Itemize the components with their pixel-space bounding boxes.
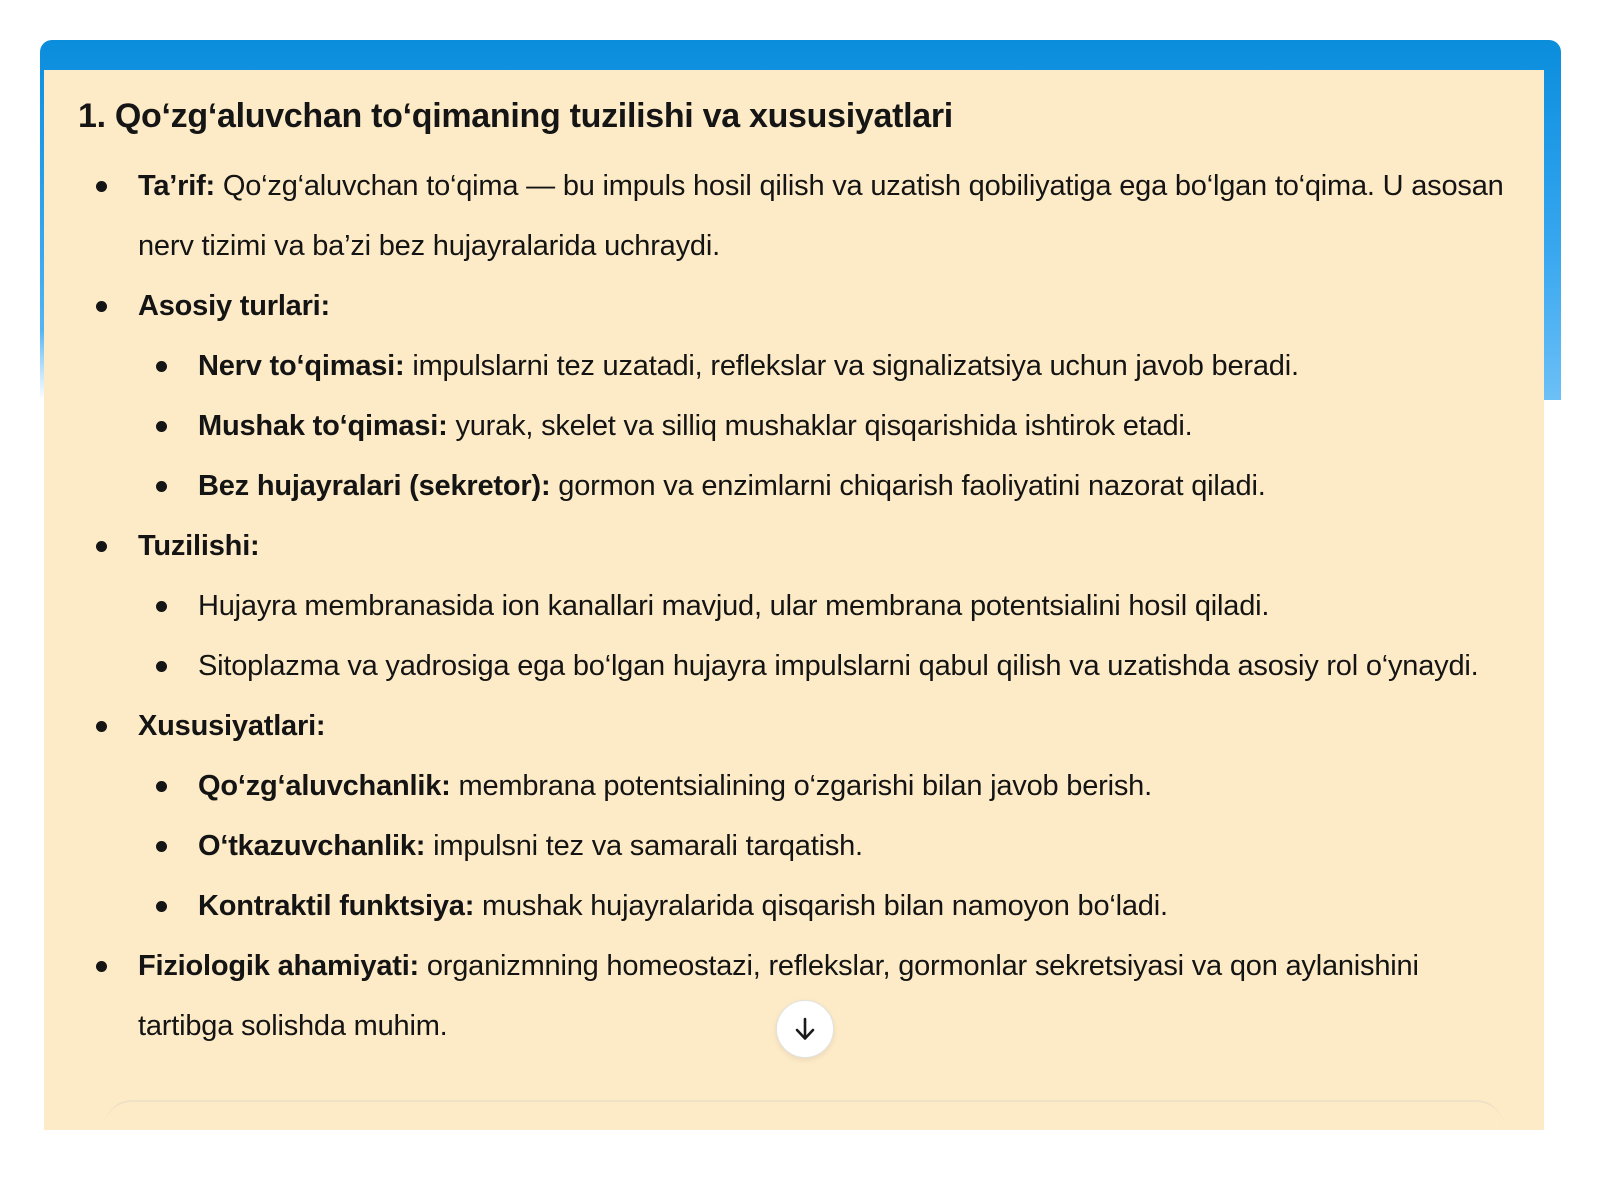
bullet-icon	[96, 301, 107, 312]
item-term: Qo‘zg‘aluvchanlik:	[198, 770, 451, 802]
sub-list-item	[138, 576, 1510, 636]
sub-list-item	[138, 756, 1510, 816]
item-text: Sitoplazma va yadrosiga ega bo‘lgan hujayra impulslarni qabul qilish va uzatishda asosiy rol o‘ynaydi.	[198, 650, 1479, 682]
bullet-icon	[156, 781, 167, 792]
item-term: Ta’rif:	[138, 170, 216, 202]
bullet-icon	[96, 541, 107, 552]
scroll-to-bottom-button[interactable]	[776, 1000, 834, 1058]
item-text: impulslarni tez uzatadi, reflekslar va signalizatsiya uchun javob beradi.	[404, 350, 1299, 382]
item-text: gormon va enzimlarni chiqarish faoliyatini nazorat qiladi.	[550, 470, 1266, 502]
item-text: Hujayra membranasida ion kanallari mavjud, ular membrana potentsialini hosil qiladi.	[198, 590, 1270, 622]
note-card	[44, 70, 1544, 1130]
list-item-structure	[78, 516, 1510, 696]
item-term: Tuzilishi:	[138, 530, 260, 562]
bullet-icon	[96, 181, 107, 192]
item-term: Xususiyatlari:	[138, 710, 326, 742]
sub-list-item	[138, 396, 1510, 456]
item-term: O‘tkazuvchanlik:	[198, 830, 426, 862]
sub-list-item	[138, 456, 1510, 516]
bullet-icon	[156, 481, 167, 492]
item-term: Fiziologik ahamiyati:	[138, 950, 420, 982]
item-term: Nerv to‘qimasi:	[198, 350, 405, 382]
bullet-icon	[96, 721, 107, 732]
item-term: Kontraktil funktsiya:	[198, 890, 475, 922]
item-text: Qo‘zg‘aluvchan to‘qima — bu impuls hosil qilish va uzatish qobiliyatiga ega bo‘lgan to‘qima. U asosan nerv tizimi va ba’zi bez hujayralarida uchraydi.	[138, 170, 1504, 262]
sub-list-item	[138, 816, 1510, 876]
bullet-icon	[96, 961, 107, 972]
list-item-types	[78, 276, 1510, 516]
item-text: yurak, skelet va silliq mushaklar qisqarishida ishtirok etadi.	[447, 410, 1193, 442]
list-item-properties	[78, 696, 1510, 936]
section-title: 1. Qo‘zg‘aluvchan to‘qimaning tuzilishi va xususiyatlari	[78, 97, 953, 135]
bullet-list	[78, 156, 1510, 1056]
list-item-definition	[78, 156, 1510, 276]
item-term: Mushak to‘qimasi:	[198, 410, 448, 442]
item-text: organizmning homeostazi, reflekslar, gormonlar sekretsiyasi va qon aylanishini tartibga solishda muhim.	[138, 950, 1419, 1042]
sub-list-item	[138, 876, 1510, 936]
item-term: Asosiy turlari:	[138, 290, 330, 322]
bullet-icon	[156, 421, 167, 432]
item-text: mushak hujayralarida qisqarish bilan namoyon bo‘ladi.	[474, 890, 1168, 922]
sub-list-item	[138, 636, 1510, 696]
bullet-icon	[156, 841, 167, 852]
bullet-icon	[156, 601, 167, 612]
bullet-icon	[156, 361, 167, 372]
item-text: impulsni tez va samarali tarqatish.	[425, 830, 863, 862]
bullet-icon	[156, 901, 167, 912]
bullet-icon	[156, 661, 167, 672]
item-term: Bez hujayralari (sekretor):	[198, 470, 551, 502]
arrow-down-icon	[790, 1014, 820, 1044]
bottom-area	[0, 1130, 1600, 1200]
sub-list	[138, 756, 1510, 936]
sub-list	[138, 336, 1510, 516]
sub-list-item	[138, 336, 1510, 396]
sub-list	[138, 576, 1510, 696]
item-text: membrana potentsialining o‘zgarishi bilan javob berish.	[450, 770, 1152, 802]
